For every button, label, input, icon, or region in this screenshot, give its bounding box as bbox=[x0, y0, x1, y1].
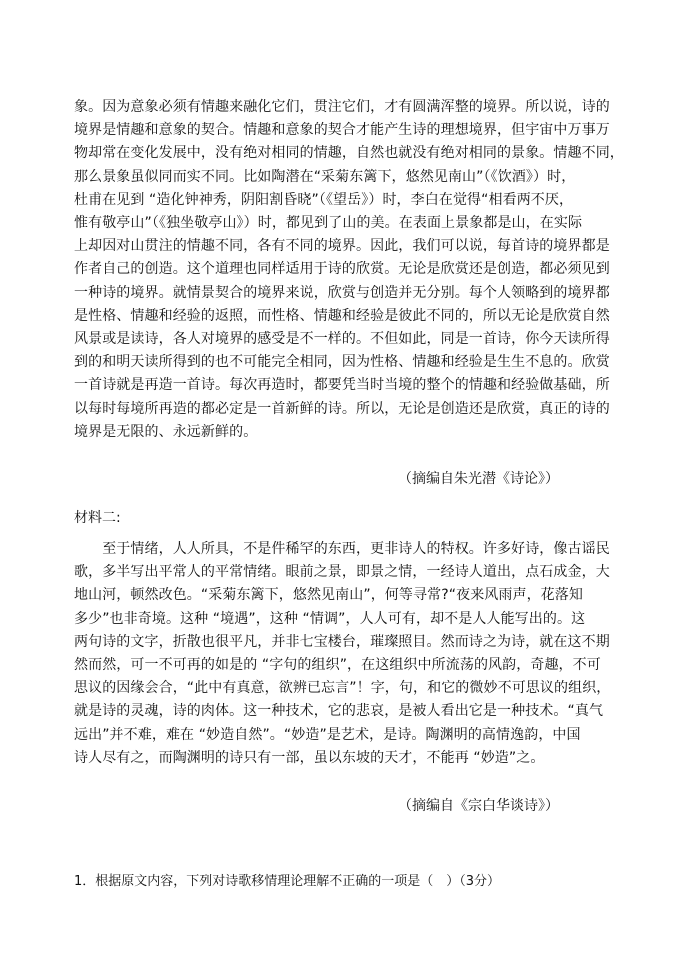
material-one-line: 是性格、情趣和经验的返照，而性格、情趣和经验是彼此不同的，所以无论是欣赏自然 bbox=[74, 307, 610, 324]
material-two-line: 多少”也非奇境。这种 “境遇”，这种 “情调”，人人可有，却不是人人能写出的。这 bbox=[74, 610, 586, 627]
material-one-line: 以每时每境所再造的都必定是一首新鲜的诗。所以，无论是创造还是欣赏，真正的诗的 bbox=[74, 400, 610, 417]
material-two-line: 思议的因缘会合，“此中有真意，欲辨已忘言”！字，句，和它的微妙不可思议的组织， bbox=[74, 680, 611, 697]
material-one-line: 惟有敬亭山”（《独坐敬亭山》）时，都见到了山的美。在表面上景象都是山，在实际 bbox=[74, 215, 583, 232]
material-one-line: 杜甫在见到 “造化钟神秀，阴阳割昏晓”（《望岳》）时，李白在觉得“相看两不厌， bbox=[74, 191, 574, 208]
material-one-line: 风景或是读诗，各人对境界的感受是不一样的。不但如此，同是一首诗，你今天读所得 bbox=[74, 331, 610, 348]
material-one-line: 那么景象虽似同而实不同。比如陶潜在“采菊东篱下，悠然见南山”（《饮酒》）时， bbox=[74, 168, 576, 185]
material-one-line: 境界是无限的、永远新鲜的。 bbox=[74, 423, 258, 440]
material-two-heading: 材料二: bbox=[74, 510, 121, 526]
question-1-text: 1．根据原文内容，下列对诗歌移情理论理解不正确的一项是（ ）（3分） bbox=[74, 874, 501, 889]
material-one-source: （摘编自朱光潜《诗论》） bbox=[398, 471, 559, 487]
material-one-line: 一种诗的境界。就情景契合的境界来说，欣赏与创造并无分别。每个人领略到的境界都 bbox=[74, 284, 610, 301]
material-two-line: 诗人尽有之，而陶渊明的诗只有一部，虽以东坡的天才，不能再 “妙造”之。 bbox=[74, 749, 545, 766]
material-two-line: 远出”并不难，难在 “妙造自然”。“妙造”是艺术，是诗。陶渊明的高情逸韵，中国 bbox=[74, 726, 581, 743]
material-two-source: （摘编自《宗白华谈诗》） bbox=[398, 798, 559, 814]
material-one-line: 物却常在变化发展中，没有绝对相同的情趣，自然也就没有绝对相同的景象。情趣不同， bbox=[74, 145, 624, 162]
material-two-line: 然而然，可一不可再的如是的 “字句的组织”，在这组织中所流荡的风韵，奇趣，不可 bbox=[74, 657, 601, 674]
material-one-line: 一首诗就是再造一首诗。每次再造时，都要凭当时当境的整个的情趣和经验做基础，所 bbox=[74, 377, 610, 394]
material-two-line: 歌，多半写出平常人的平常情绪。眼前之景，即景之情，一经诗人道出，点石成金，大 bbox=[74, 564, 610, 581]
material-one-line: 上却因对山贯注的情趣不同，各有不同的境界。因此，我们可以说，每首诗的境界都是 bbox=[74, 238, 610, 255]
material-two-paragraph bbox=[74, 538, 630, 770]
material-two-line: 地山河，顿然改色。“采菊东篱下，悠然见南山”，何等寻常?“夜来风雨声，花落知 bbox=[74, 587, 583, 604]
material-one-line: 作者自己的创造。这个道理也同样适用于诗的欣赏。无论是欣赏还是创造，都必须见到 bbox=[74, 261, 610, 278]
material-two-line: 就是诗的灵魂，诗的肉体。这一种技术，它的悲哀，是被人看出它是一种技术。“真气 bbox=[74, 703, 604, 720]
material-one-line: 境界是情趣和意象的契合。情趣和意象的契合才能产生诗的理想境界，但宇宙中万事万 bbox=[74, 122, 610, 139]
material-one-line: 到的和明天读所得到的也不可能完全相同，因为性格、情趣和经验是生生不息的。欣赏 bbox=[74, 354, 610, 371]
material-one-line: 象。因为意象必须有情趣来融化它们，贯注它们，才有圆满浑整的境界。所以说，诗的 bbox=[74, 99, 610, 115]
material-two-line: 至于情绪，人人所具，不是件稀罕的东西，更非诗人的特权。许多好诗，像古谣民 bbox=[74, 541, 610, 557]
material-one-paragraph bbox=[74, 96, 630, 444]
material-two-line: 两句诗的文字，折散也很平凡，并非七宝楼台，璀璨照目。然而诗之为诗，就在这不期 bbox=[74, 633, 610, 650]
